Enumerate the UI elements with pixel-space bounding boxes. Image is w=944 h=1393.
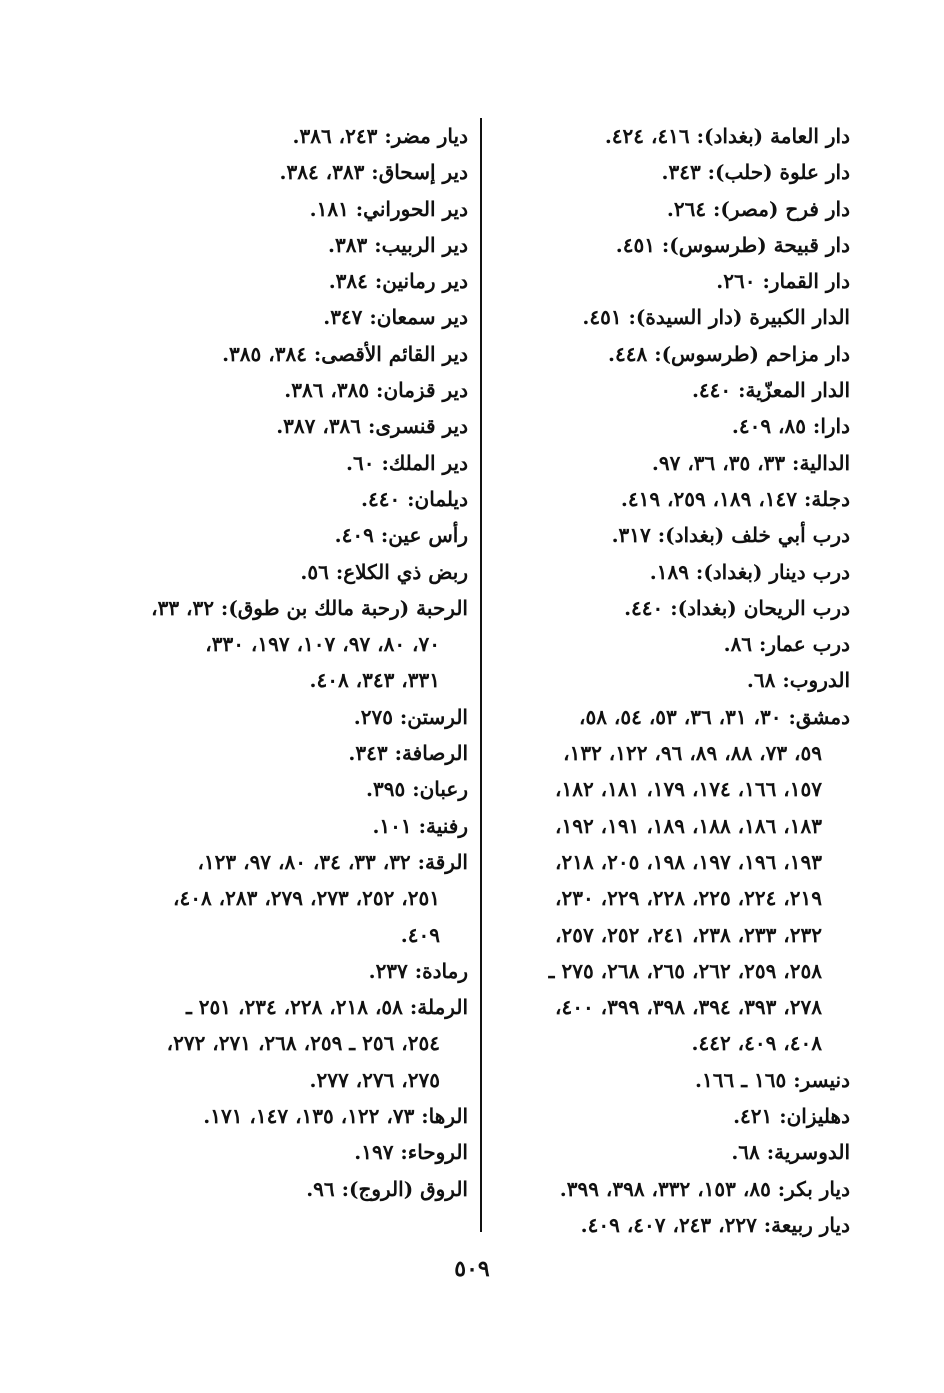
index-entry: درب أبي خلف (بغداد): ٣١٧. — [611, 523, 850, 548]
index-entry: ديار ربيعة: ٢٢٧، ٢٤٣، ٤٠٧، ٤٠٩. — [580, 1212, 850, 1237]
index-entry: دير سمعان: ٣٤٧. — [323, 305, 468, 330]
index-entry: دمشق: ٣٠، ٣١، ٣٦، ٥٣، ٥٤، ٥٨، — [579, 704, 850, 729]
index-entry: دار مزاحم (طرسوس): ٤٤٨. — [608, 341, 850, 366]
index-entry-continuation: ٤٠٩. — [400, 922, 440, 947]
index-entry: دار فرح (مصر): ٢٦٤. — [666, 196, 850, 221]
index-entry-continuation: ١٥٧، ١٦٦، ١٧٤، ١٧٩، ١٨١، ١٨٢، — [555, 777, 822, 802]
index-entry: دار علوة (حلب): ٣٤٣. — [661, 160, 850, 185]
index-entry: دهليزان: ٤٢١. — [733, 1104, 850, 1129]
index-entry: دار العامة (بغداد): ٤١٦، ٤٢٤. — [604, 124, 850, 148]
index-entry-continuation: ٢٧٥، ٢٧٦، ٢٧٧. — [309, 1067, 440, 1092]
index-entry: الرحبة (رحبة مالك بن طوق): ٣٢، ٣٣، — [151, 595, 468, 620]
page-number: ٥٠٩ — [454, 1256, 490, 1282]
index-entry-continuation: ٢٥٤، ٢٥٦ ـ ٢٥٩، ٢٦٨، ٢٧١، ٢٧٢، — [166, 1031, 440, 1056]
index-entry: درب عمار: ٨٦. — [723, 632, 850, 657]
index-entry-continuation: ٤٠٨، ٤٠٩، ٤٤٢. — [691, 1031, 822, 1056]
index-entry: الدوسرية: ٦٨. — [731, 1140, 850, 1165]
index-entry: درب دينار (بغداد): ١٨٩. — [649, 559, 850, 584]
index-entry: دار قبيحة (طرسوس): ٤٥١. — [615, 232, 850, 257]
index-entry: الرملة: ٥٨، ٢١٨، ٢٢٨، ٢٣٤، ٢٥١ ـ — [185, 995, 468, 1020]
index-entry: دير قنسرى: ٣٨٦، ٣٨٧. — [276, 414, 468, 439]
index-entry: دير الربيب: ٣٨٣. — [328, 232, 468, 257]
index-entry-continuation: ١٨٣، ١٨٦، ١٨٨، ١٨٩، ١٩١، ١٩٢، — [555, 813, 822, 838]
index-entry: دير الحوراني: ١٨١. — [309, 196, 468, 221]
index-entry: دنيسر: ١٦٥ ـ ١٦٦. — [695, 1067, 850, 1092]
index-entry: الدار المعزّية: ٤٤٠. — [691, 378, 850, 403]
index-entry-continuation: ٢١٩، ٢٢٤، ٢٢٥، ٢٢٨، ٢٢٩، ٢٣٠، — [555, 886, 822, 911]
index-entry: الروق (الروج): ٩٦. — [306, 1176, 468, 1201]
index-entry: درب الريحان (بغداد): ٤٤٠. — [624, 595, 850, 620]
index-entry-continuation: ٣٣١، ٣٤٣، ٤٠٨. — [309, 668, 440, 693]
index-entry: رأس عين: ٤٠٩. — [334, 523, 468, 548]
index-entry-continuation: ١٩٣، ١٩٦، ١٩٧، ١٩٨، ٢٠٥، ٢١٨، — [555, 849, 822, 874]
index-entry: دير القائم الأقصى: ٣٨٤، ٣٨٥. — [222, 341, 468, 366]
index-entry: الرصافة: ٣٤٣. — [348, 741, 468, 766]
index-entry: الرها: ٧٣، ١٢٢، ١٣٥، ١٤٧، ١٧١. — [203, 1104, 468, 1129]
index-entry-continuation: ٧٠، ٨٠، ٩٧، ١٠٧، ١٩٧، ٣٣٠، — [205, 632, 440, 657]
index-entry: الرقة: ٣٢، ٣٣، ٣٤، ٨٠، ٩٧، ١٢٣، — [197, 849, 468, 874]
index-entry: دارا: ٨٥، ٤٠٩. — [731, 414, 850, 439]
index-entry: رفنية: ١٠١. — [372, 813, 468, 838]
index-entry-continuation: ٢٣٢، ٢٣٣، ٢٣٨، ٢٤١، ٢٥٢، ٢٥٧، — [555, 922, 822, 947]
index-entry: رعبان: ٣٩٥. — [366, 777, 468, 802]
index-entry: الدروب: ٦٨. — [746, 668, 850, 693]
index-entry: دار القمار: ٢٦٠. — [716, 269, 850, 294]
index-entry-continuation: ٢٥٨، ٢٥٩، ٢٦٢، ٢٦٥، ٢٦٨، ٢٧٥ ـ — [548, 958, 822, 983]
index-entry: رمادة: ٢٣٧. — [368, 958, 468, 983]
column-divider — [480, 118, 482, 1232]
index-entry-continuation: ٥٩، ٧٣، ٨٨، ٨٩، ٩٦، ١٢٢، ١٣٢، — [563, 741, 822, 766]
index-entry: دير إسحاق: ٣٨٣، ٣٨٤. — [279, 160, 468, 185]
index-entry: دير رمانين: ٣٨٤. — [328, 269, 468, 294]
index-entry: دير قزمان: ٣٨٥، ٣٨٦. — [284, 378, 468, 403]
index-entry: الروحاء: ١٩٧. — [354, 1140, 468, 1165]
index-entry: الدار الكبيرة (دار السيدة): ٤٥١. — [582, 305, 850, 330]
index-entry: ديلمان: ٤٤٠. — [361, 486, 468, 511]
index-entry: دجلة: ١٤٧، ١٨٩، ٢٥٩، ٤١٩. — [620, 486, 850, 511]
index-column-right — [494, 118, 850, 1243]
index-entry: دير الملك: ٦٠. — [346, 450, 468, 475]
index-entry: ديار مضر: ٢٤٣، ٣٨٦. — [292, 124, 468, 148]
index-entry: الرستن: ٢٧٥. — [353, 704, 468, 729]
index-column-left — [112, 118, 468, 1207]
index-entry-continuation: ٢٥١، ٢٥٢، ٢٧٣، ٢٧٩، ٢٨٣، ٤٠٨، — [173, 886, 440, 911]
index-entry: ديار بكر: ٨٥، ١٥٣، ٣٣٢، ٣٩٨، ٣٩٩. — [559, 1176, 850, 1201]
index-entry-continuation: ٢٧٨، ٣٩٣، ٣٩٤، ٣٩٨، ٣٩٩، ٤٠٠، — [555, 995, 822, 1020]
index-entry: ربض ذي الكلاع: ٥٦. — [300, 559, 468, 584]
index-entry: الدالية: ٣٣، ٣٥، ٣٦، ٩٧. — [651, 450, 850, 475]
